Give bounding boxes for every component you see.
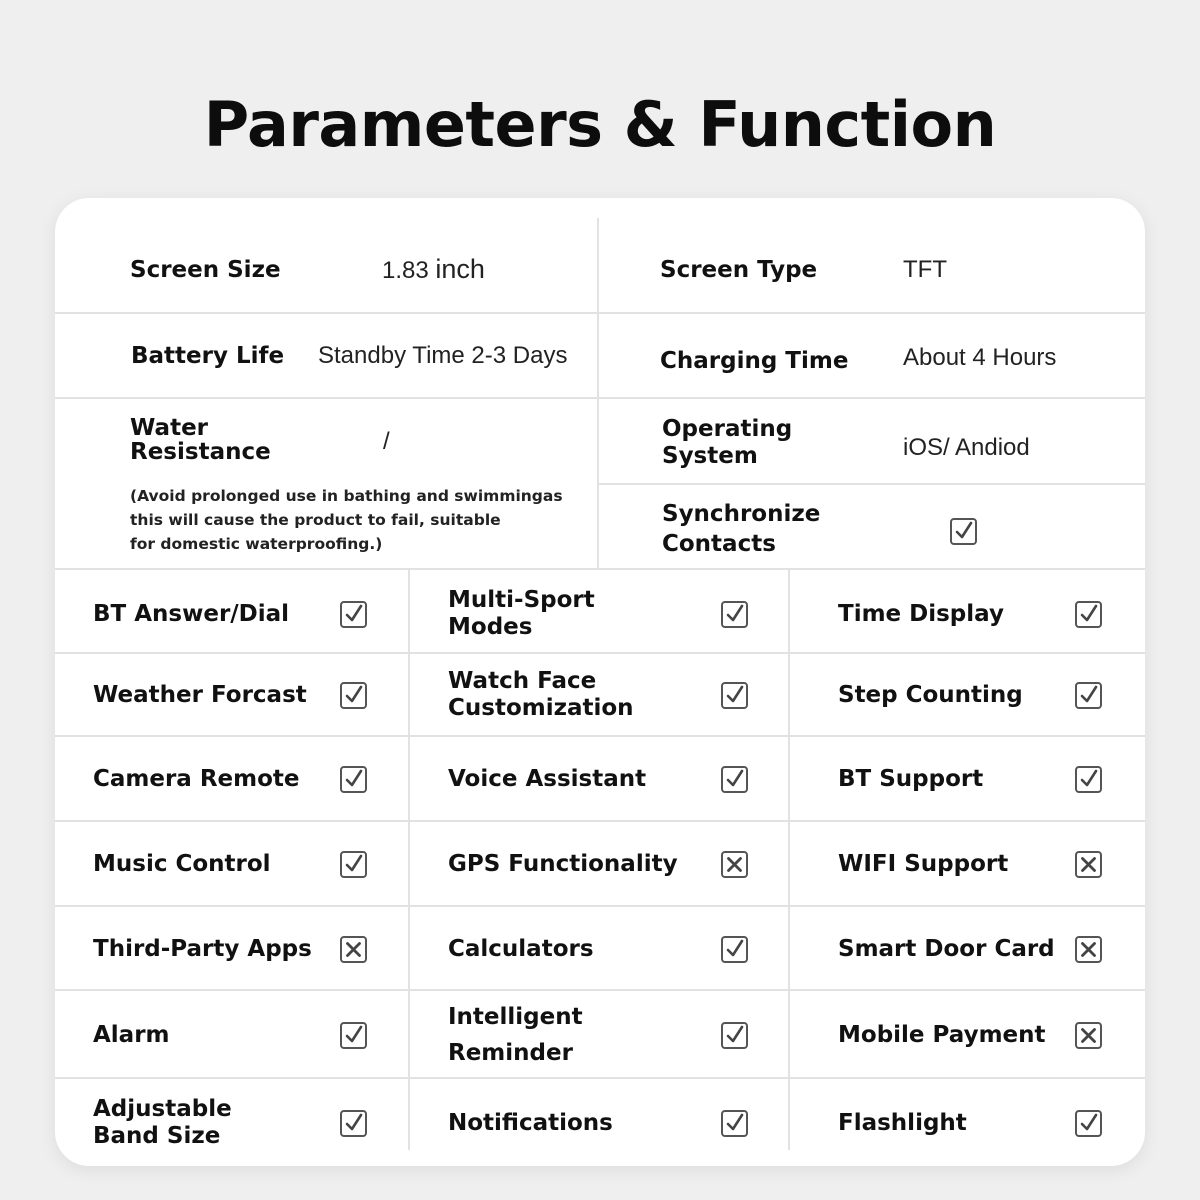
divider	[55, 989, 1145, 991]
param-label-charging-time: Charging Time	[660, 348, 849, 374]
param-label-operating-system: Operating System	[662, 416, 793, 469]
divider	[55, 820, 1145, 822]
feature-label: BT Support	[838, 765, 984, 792]
param-label-water-resistance: Water Resistance	[130, 415, 271, 465]
page-title: Parameters & Function	[203, 88, 997, 161]
cross-icon	[1075, 936, 1102, 963]
check-icon	[340, 1110, 367, 1137]
divider	[55, 312, 1145, 314]
param-value-water-resistance: /	[383, 428, 390, 455]
feature-label: Multi-Sport Modes	[448, 587, 595, 640]
feature-label: BT Answer/Dial	[93, 600, 290, 627]
divider	[55, 397, 1145, 399]
divider	[55, 905, 1145, 907]
feature-label: Notifications	[448, 1109, 613, 1136]
check-icon	[340, 851, 367, 878]
cross-icon	[340, 936, 367, 963]
feature-label: Watch Face Customization	[448, 668, 634, 721]
divider	[597, 218, 599, 568]
check-icon	[1075, 601, 1102, 628]
feature-label: WIFI Support	[838, 850, 1009, 877]
feature-label: Mobile Payment	[838, 1021, 1046, 1048]
param-value-screen-size: 1.83 inch	[382, 254, 485, 284]
divider	[788, 568, 790, 1150]
check-icon	[950, 518, 977, 545]
cross-icon	[1075, 1022, 1102, 1049]
check-icon	[721, 601, 748, 628]
param-label-screen-size: Screen Size	[130, 257, 281, 283]
divider	[55, 568, 1145, 570]
feature-label: Camera Remote	[93, 765, 300, 792]
check-icon	[340, 1022, 367, 1049]
feature-label: Alarm	[93, 1021, 170, 1048]
divider	[55, 652, 1145, 654]
param-value-battery-life: Standby Time 2-3 Days	[318, 342, 568, 369]
param-value-screen-type: TFT	[903, 256, 947, 283]
check-icon	[721, 1110, 748, 1137]
divider	[55, 735, 1145, 737]
check-icon	[340, 766, 367, 793]
feature-label: GPS Functionality	[448, 850, 678, 877]
param-label-battery-life: Battery Life	[131, 343, 285, 369]
check-icon	[1075, 1110, 1102, 1137]
divider	[599, 483, 1145, 485]
feature-label: Weather Forcast	[93, 681, 307, 708]
feature-label: Third-Party Apps	[93, 935, 312, 962]
param-label-synchronize-contacts: Synchronize Contacts	[662, 501, 821, 557]
feature-label: Time Display	[838, 600, 1004, 627]
param-label-screen-type: Screen Type	[660, 257, 818, 283]
check-icon	[721, 682, 748, 709]
divider	[55, 1077, 1145, 1079]
check-icon	[1075, 766, 1102, 793]
feature-label: Voice Assistant	[448, 765, 647, 792]
feature-label: Smart Door Card	[838, 935, 1055, 962]
feature-label: Music Control	[93, 850, 271, 877]
check-icon	[721, 1022, 748, 1049]
water-resistance-note: (Avoid prolonged use in bathing and swimmingas this will cause the product to fail, suitable for domestic waterproofing.)	[130, 487, 563, 553]
divider	[408, 568, 410, 1150]
check-icon	[340, 682, 367, 709]
cross-icon	[721, 851, 748, 878]
cross-icon	[1075, 851, 1102, 878]
param-value-charging-time: About 4 Hours	[903, 344, 1057, 371]
check-icon	[721, 936, 748, 963]
feature-label: Step Counting	[838, 681, 1023, 708]
spec-card	[55, 198, 1145, 1166]
check-icon	[721, 766, 748, 793]
feature-label: Flashlight	[838, 1109, 967, 1136]
feature-label: Calculators	[448, 935, 594, 962]
check-icon	[1075, 682, 1102, 709]
feature-label: Adjustable Band Size	[93, 1096, 232, 1149]
param-value-operating-system: iOS/ Andiod	[903, 434, 1030, 461]
feature-label: Intelligent Reminder	[448, 1004, 583, 1066]
check-icon	[340, 601, 367, 628]
